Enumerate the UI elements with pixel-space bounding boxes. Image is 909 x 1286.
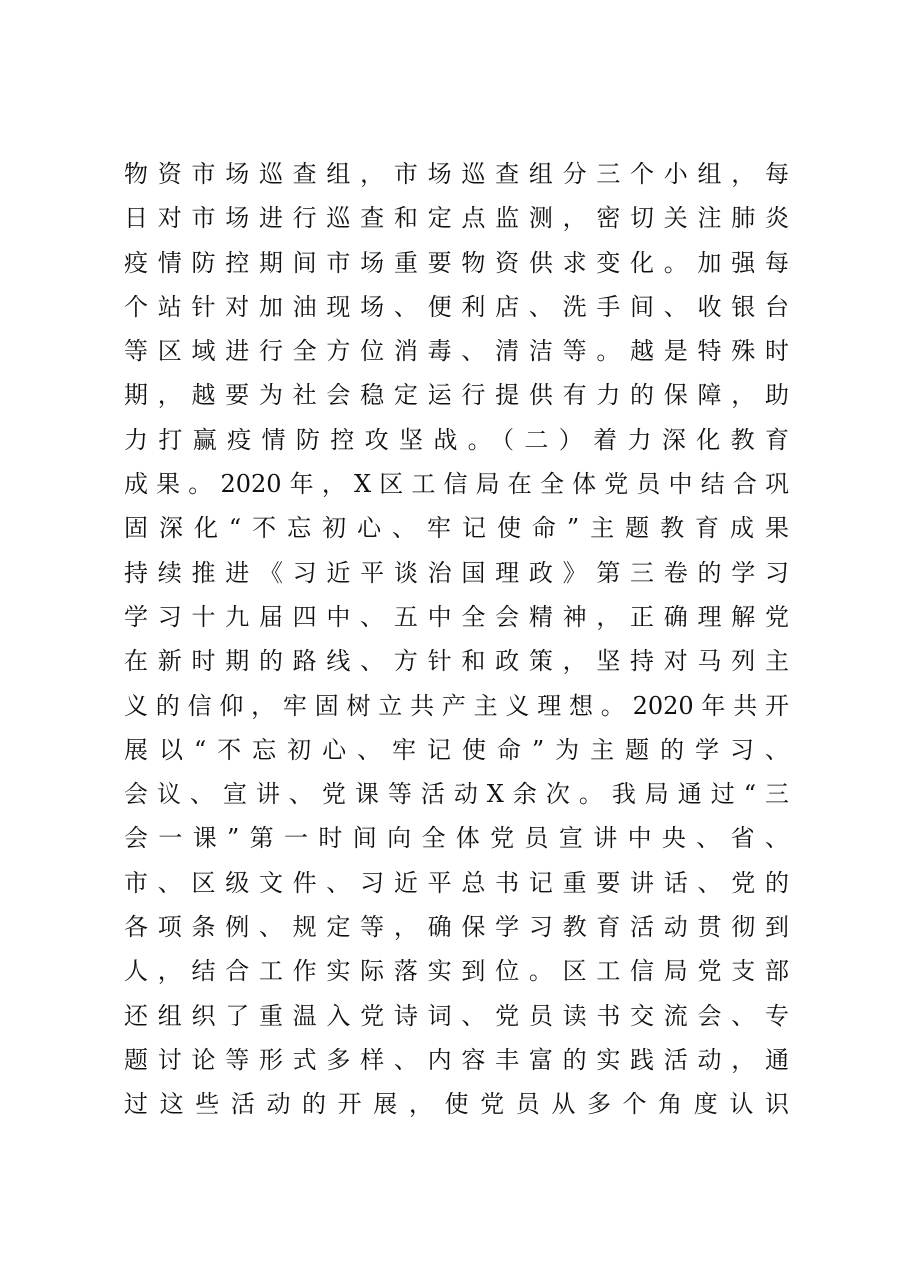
text-line: 学习十九届四中、五中全会精神，正确理解党 xyxy=(124,602,789,631)
text-line: 市、区级文件、习近平总书记重要讲话、党的 xyxy=(124,868,789,897)
text-line: 期，越要为社会稳定运行提供有力的保障，助 xyxy=(124,381,789,410)
text-line: 物资市场巡查组，市场巡查组分三个小组，每 xyxy=(124,160,789,188)
text-line: 展以“不忘初心、牢记使命”为主题的学习、 xyxy=(124,735,789,764)
text-line: 会一课”第一时间向全体党员宣讲中央、省、 xyxy=(124,824,789,853)
text-line: 成果。2020年，X区工信局在全体党员中结合巩 xyxy=(124,470,789,499)
text-line: 会议、宣讲、党课等活动X余次。我局通过“三 xyxy=(124,780,789,809)
text-line: 在新时期的路线、方针和政策，坚持对马列主 xyxy=(124,647,789,676)
text-line: 日对市场进行巡查和定点监测，密切关注肺炎 xyxy=(124,204,789,233)
text-line: 题讨论等形式多样、内容丰富的实践活动，通 xyxy=(124,1045,789,1074)
text-line: 固深化“不忘初心、牢记使命”主题教育成果 xyxy=(124,514,789,543)
text-line: 疫情防控期间市场重要物资供求变化。加强每 xyxy=(124,248,789,277)
text-line: 过这些活动的开展，使党员从多个角度认识 xyxy=(124,1090,789,1119)
text-line: 等区域进行全方位消毒、清洁等。越是特殊时 xyxy=(124,337,789,366)
text-line: 个站针对加油现场、便利店、洗手间、收银台 xyxy=(124,292,789,321)
body-text xyxy=(124,152,789,1127)
text-line: 力打赢疫情防控攻坚战。（二）着力深化教育 xyxy=(124,425,789,454)
text-line: 义的信仰，牢固树立共产主义理想。2020年共开 xyxy=(124,691,789,720)
text-line: 各项条例、规定等，确保学习教育活动贯彻到 xyxy=(124,913,789,942)
text-line: 还组织了重温入党诗词、党员读书交流会、专 xyxy=(124,1001,789,1030)
text-line: 人，结合工作实际落实到位。区工信局党支部 xyxy=(124,957,789,986)
text-line: 持续推进《习近平谈治国理政》第三卷的学习 xyxy=(124,558,789,587)
